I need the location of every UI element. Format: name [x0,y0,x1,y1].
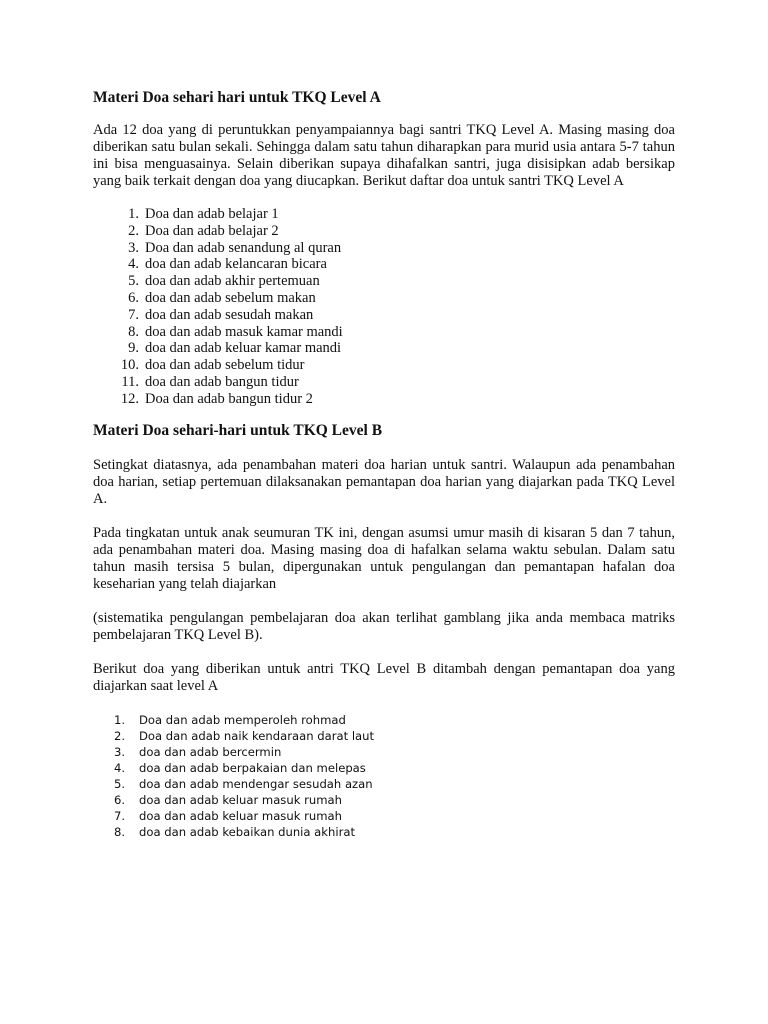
section-b-paragraph-3: (sistematika pengulangan pembelajaran doa akan terlihat gamblang jika anda membaca matriks pembelajaran TKQ Level B). [93,609,675,643]
list-item-number: 9. [128,340,139,357]
list-item [93,728,675,744]
list-item-text: doa dan adab bercermin [139,744,282,759]
list-item [93,240,675,257]
list-item [93,357,675,374]
list-item-text: doa dan adab kebaikan dunia akhirat [139,824,355,839]
list-item-text: Doa dan adab bangun tidur 2 [145,390,313,407]
list-item-text: doa dan adab sebelum makan [145,289,316,306]
list-item-text: doa dan adab bangun tidur [145,373,299,390]
list-item-number: 7. [113,808,125,823]
list-item-number: 8. [128,323,139,340]
document-page [93,88,675,840]
list-item-text: doa dan adab keluar masuk rumah [139,792,342,807]
list-item [93,776,675,792]
list-item [93,712,675,728]
list-item-number: 8. [113,824,125,839]
list-item-number: 6. [128,289,139,306]
list-item [93,324,675,341]
list-item-number: 6. [113,792,125,807]
list-item-text: Doa dan adab belajar 2 [145,222,279,239]
list-item [93,374,675,391]
section-b-paragraph-4: Berikut doa yang diberikan untuk antri TKQ Level B ditambah dengan pemantapan doa yang diajarkan saat level A [93,660,675,694]
section-a-title: Materi Doa sehari hari untuk TKQ Level A [93,89,381,106]
list-item [93,824,675,840]
list-item-number: 10. [120,357,139,374]
list-item-number: 1. [128,206,139,222]
list-item-number: 2. [128,222,139,239]
list-item-number: 3. [128,239,139,256]
list-item-text: doa dan adab mendengar sesudah azan [139,776,373,791]
list-item-number: 7. [128,306,139,323]
list-item-text: doa dan adab kelancaran bicara [145,256,327,273]
list-item-text: doa dan adab keluar masuk rumah [139,808,342,823]
section-b-title: Materi Doa sehari-hari untuk TKQ Level B [93,421,383,439]
section-b-paragraph-2: Pada tingkatan untuk anak seumuran TK ini, dengan asumsi umur masih di kisaran 5 dan 7 tahun, ada penambahan materi doa. Masing masing doa di hafalkan selama waktu sebulan. Dalam satu tahun masih tersisa 5 bulan, dipergunakan untuk pengulangan dan pemantapan hafalan doa keseharian yang telah diajarkan [93,524,675,592]
list-item-number: 4. [113,760,125,775]
list-item-text: Doa dan adab senandung al quran [145,239,342,256]
list-item-text: doa dan adab keluar kamar mandi [145,340,342,357]
list-item-number: 1. [113,712,125,727]
list-item-text: Doa dan adab memperoleh rohmad [139,712,346,727]
list-item-number: 2. [113,728,125,743]
list-item-text: doa dan adab sesudah makan [145,306,314,323]
list-item [93,760,675,776]
list-item-text: Doa dan adab naik kendaraan darat laut [139,728,375,743]
list-item-text: doa dan adab berpakaian dan melepas [139,760,366,775]
list-item [93,256,675,273]
list-item-text: doa dan adab masuk kamar mandi [145,323,343,340]
list-item-number: 3. [113,744,125,759]
list-item-number: 12. [120,390,139,407]
level-a-list [93,206,675,408]
list-item [93,391,675,408]
list-item [93,223,675,240]
list-item-text: doa dan adab akhir pertemuan [145,273,320,290]
list-item [93,792,675,808]
list-item [93,808,675,824]
list-item [93,290,675,307]
list-item [93,744,675,760]
list-item-number: 11. [121,373,139,390]
list-item [93,273,675,290]
list-item-text: Doa dan adab belajar 1 [145,206,279,222]
list-item [93,206,675,223]
list-item [93,340,675,357]
list-item [93,307,675,324]
list-item-number: 5. [128,273,139,290]
list-item-number: 5. [113,776,125,791]
section-b-paragraph-1: Setingkat diatasnya, ada penambahan materi doa harian untuk santri. Walaupun ada penambahan doa harian, setiap pertemuan dilaksanakan pemantapan doa harian yang diajarkan pada TKQ Level A. [93,456,675,507]
level-b-list [93,712,675,840]
list-item-number: 4. [128,256,139,273]
section-a-intro: Ada 12 doa yang di peruntukkan penyampaiannya bagi santri TKQ Level A. Masing masing doa diberikan satu bulan sekali. Sehingga dalam satu tahun diharapkan para murid usia antara 5-7 tahun ini bisa menguasainya. Selain diberikan supaya dihafalkan santri, juga disisipkan adab bersikap yang baik terkait dengan doa yang diucapkan. Berikut daftar doa untuk santri TKQ Level A [93,122,675,189]
list-item-text: doa dan adab sebelum tidur [145,357,305,374]
